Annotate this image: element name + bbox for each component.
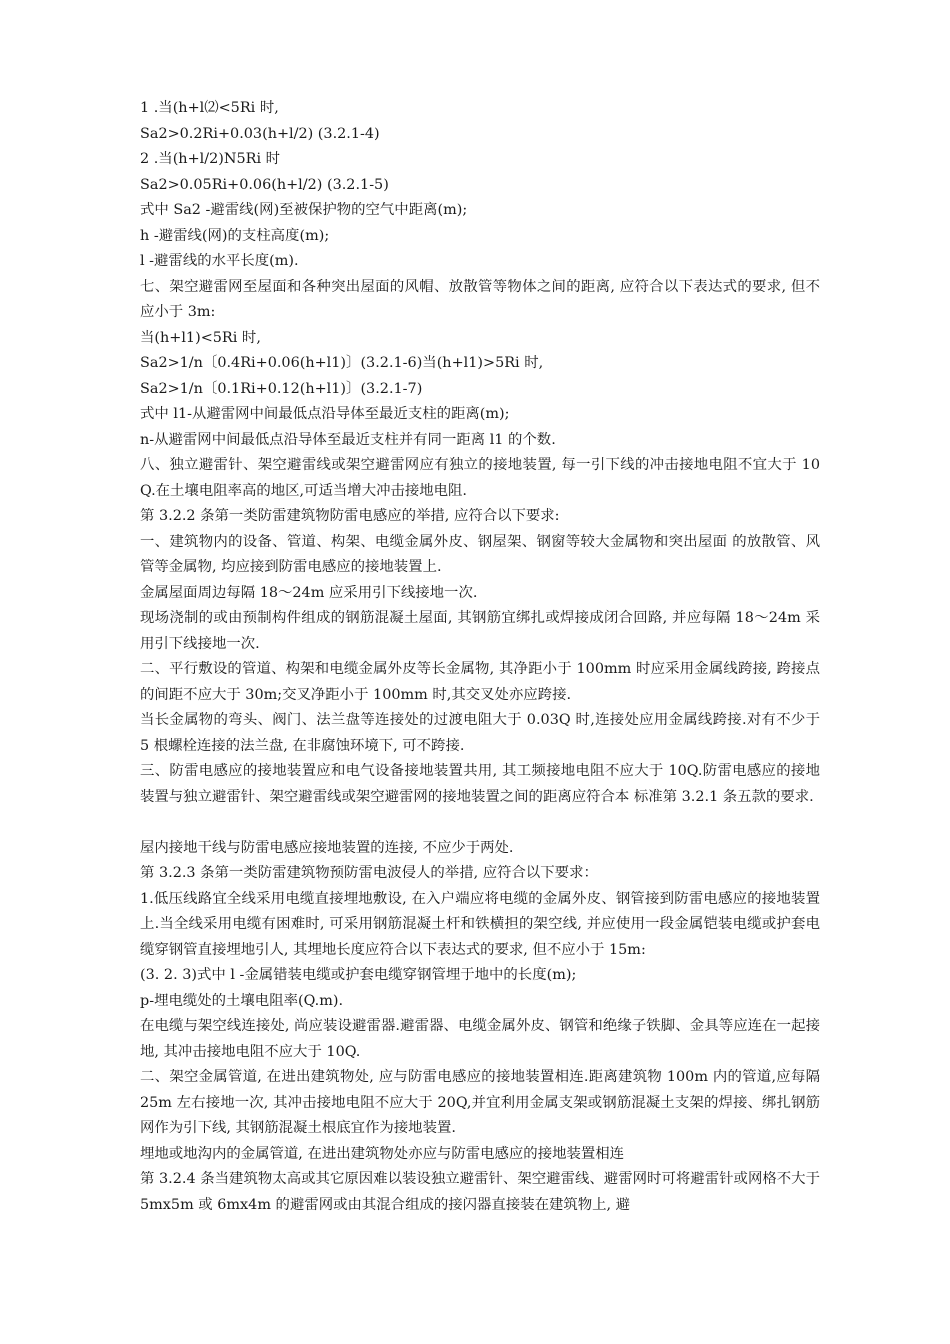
paragraph: 二、架空金属管道, 在进出建筑物处, 应与防雷电感应的接地装置相连.距离建筑物 100m 内的管道,应每隔 25m 左右接地一次, 其冲击接地电阻不应大于 20Q,并宜利用金属支架或钢筋混凝土支架的焊接、绑扎钢筋网作为引下线, 其钢筋混凝土根底宜作为接地装置. [140,1069,820,1136]
paragraph: 埋地或地沟内的金属管道, 在进出建筑物处亦应与防雷电感应的接地装置相连 [140,1145,625,1162]
paragraph: 一、建筑物内的设备、管道、构架、电缆金属外皮、钢屋架、钢窗等较大金属物和突出屋面 的放散管、风管等金属物, 均应接到防雷电感应的接地装置上. [140,533,820,575]
paragraph: 1.低压线路宜全线采用电缆直接埋地敷设, 在入户端应将电缆的金属外皮、钢管接到防雷电感应的接地装置上.当全线采用电缆有困难时, 可采用钢筋混凝土杆和铁横担的架空线, 并应使用一段金属铠装电缆或护套电缆穿钢管直接埋地引人, 其埋地长度应符合以下表达式的要求, 但不应小于 15m: [140,890,820,958]
paragraph: 现场浇制的或由预制构件组成的钢筋混凝土屋面, 其钢筋宜绑扎或焊接成闭合回路, 并应每隔 18〜24m 采用引下线接地一次. [140,610,820,652]
paragraph: 三、防雷电感应的接地装置应和电气设备接地装置共用, 其工频接地电阻不应大于 10Q.防雷电感应的接地装置与独立避雷针、架空避雷线或架空避雷网的接地装置之间的距离应符合本 标准第 3.2.1 条五款的要求. [140,763,820,805]
paragraph: 七、架空避雷网至屋面和各种突出屋面的风帽、放散管等物体之间的距离, 应符合以下表达式的要求, 但不应小于 3m: [140,278,820,320]
paragraph: 当(h+l1)<5Ri 时, [140,329,261,346]
paragraph: 在电缆与架空线连接处, 尚应装设避雷器.避雷器、电缆金属外皮、钢管和绝缘子铁脚、金具等应连在一起接地, 其冲击接地电阻不应大于 10Q. [140,1018,820,1060]
paragraph: (3. 2. 3)式中 l -金属错装电缆或护套电缆穿钢管埋于地中的长度(m); [140,967,577,983]
formula-line: Sa2>1/n〔0.4Ri+0.06(h+l1)〕(3.2.1-6)当(h+l1)>5Ri 时, [140,355,544,371]
formula-line: Sa2>0.2Ri+0.03(h+l/2) (3.2.1-4) [140,125,380,142]
paragraph: 当长金属物的弯头、阀门、法兰盘等连接处的过渡电阻大于 0.03Q 时,连接处应用金属线跨接.对有不少于 5 根螺栓连接的法兰盘, 在非腐蚀环境下, 可不跨接. [140,712,820,754]
paragraph: 屋内接地干线与防雷电感应接地装置的连接, 不应少于两处. [140,839,514,856]
document-page [140,96,820,1218]
paragraph: 金属屋面周边每隔 18〜24m 应采用引下线接地一次. [140,584,478,601]
paragraph: 式中 l1-从避雷网中间最低点沿导体至最近支柱的距离(m); [140,406,510,422]
paragraph: p-埋电缆处的土壤电阻率(Q.m). [140,992,344,1009]
formula-line: Sa2>0.05Ri+0.06(h+l/2) (3.2.1-5) [140,176,389,193]
paragraph: l -避雷线的水平长度(m). [140,253,299,269]
paragraph: h -避雷线(网)的支柱高度(m); [140,227,330,244]
paragraph: 1 .当(h+l⑵<5Ri 时, [140,100,279,116]
paragraph: 2 .当(h+l/2)N5Ri 时 [140,151,281,167]
section-heading: 第 3.2.2 条第一类防雷建筑物防雷电感应的举措, 应符合以下要求: [140,508,560,524]
paragraph: 式中 Sa2 -避雷线(网)至被保护物的空气中距离(m); [140,202,468,218]
section-heading: 第 3.2.4 条当建筑物太高或其它原因难以装设独立避雷针、架空避雷线、避雷网时可将避雷针或网格不大于 5mx5m 或 6mx4m 的避雷网或由其混合组成的接闪器直接装在建筑物上, 避 [140,1171,820,1213]
paragraph: 二、平行敷设的管道、构架和电缆金属外皮等长金属物, 其净距小于 100mm 时应采用金属线跨接, 跨接点的间距不应大于 30m;交叉净距小于 100mm 时,其交叉处亦应跨接. [140,661,820,703]
blank-line [140,810,820,836]
paragraph: n-从避雷网中间最低点沿导体至最近支柱并有同一距离 l1 的个数. [140,431,556,448]
paragraph: 八、独立避雷针、架空避雷线或架空避雷网应有独立的接地装置, 每一引下线的冲击接地电阻不宜大于 10Q.在土壤电阻率高的地区,可适当增大冲击接地电阻. [140,457,820,499]
formula-line: Sa2>1/n〔0.1Ri+0.12(h+l1)〕(3.2.1-7) [140,380,423,397]
section-heading: 第 3.2.3 条第一类防雷建筑物预防雷电波侵人的举措, 应符合以下要求： [140,865,598,881]
